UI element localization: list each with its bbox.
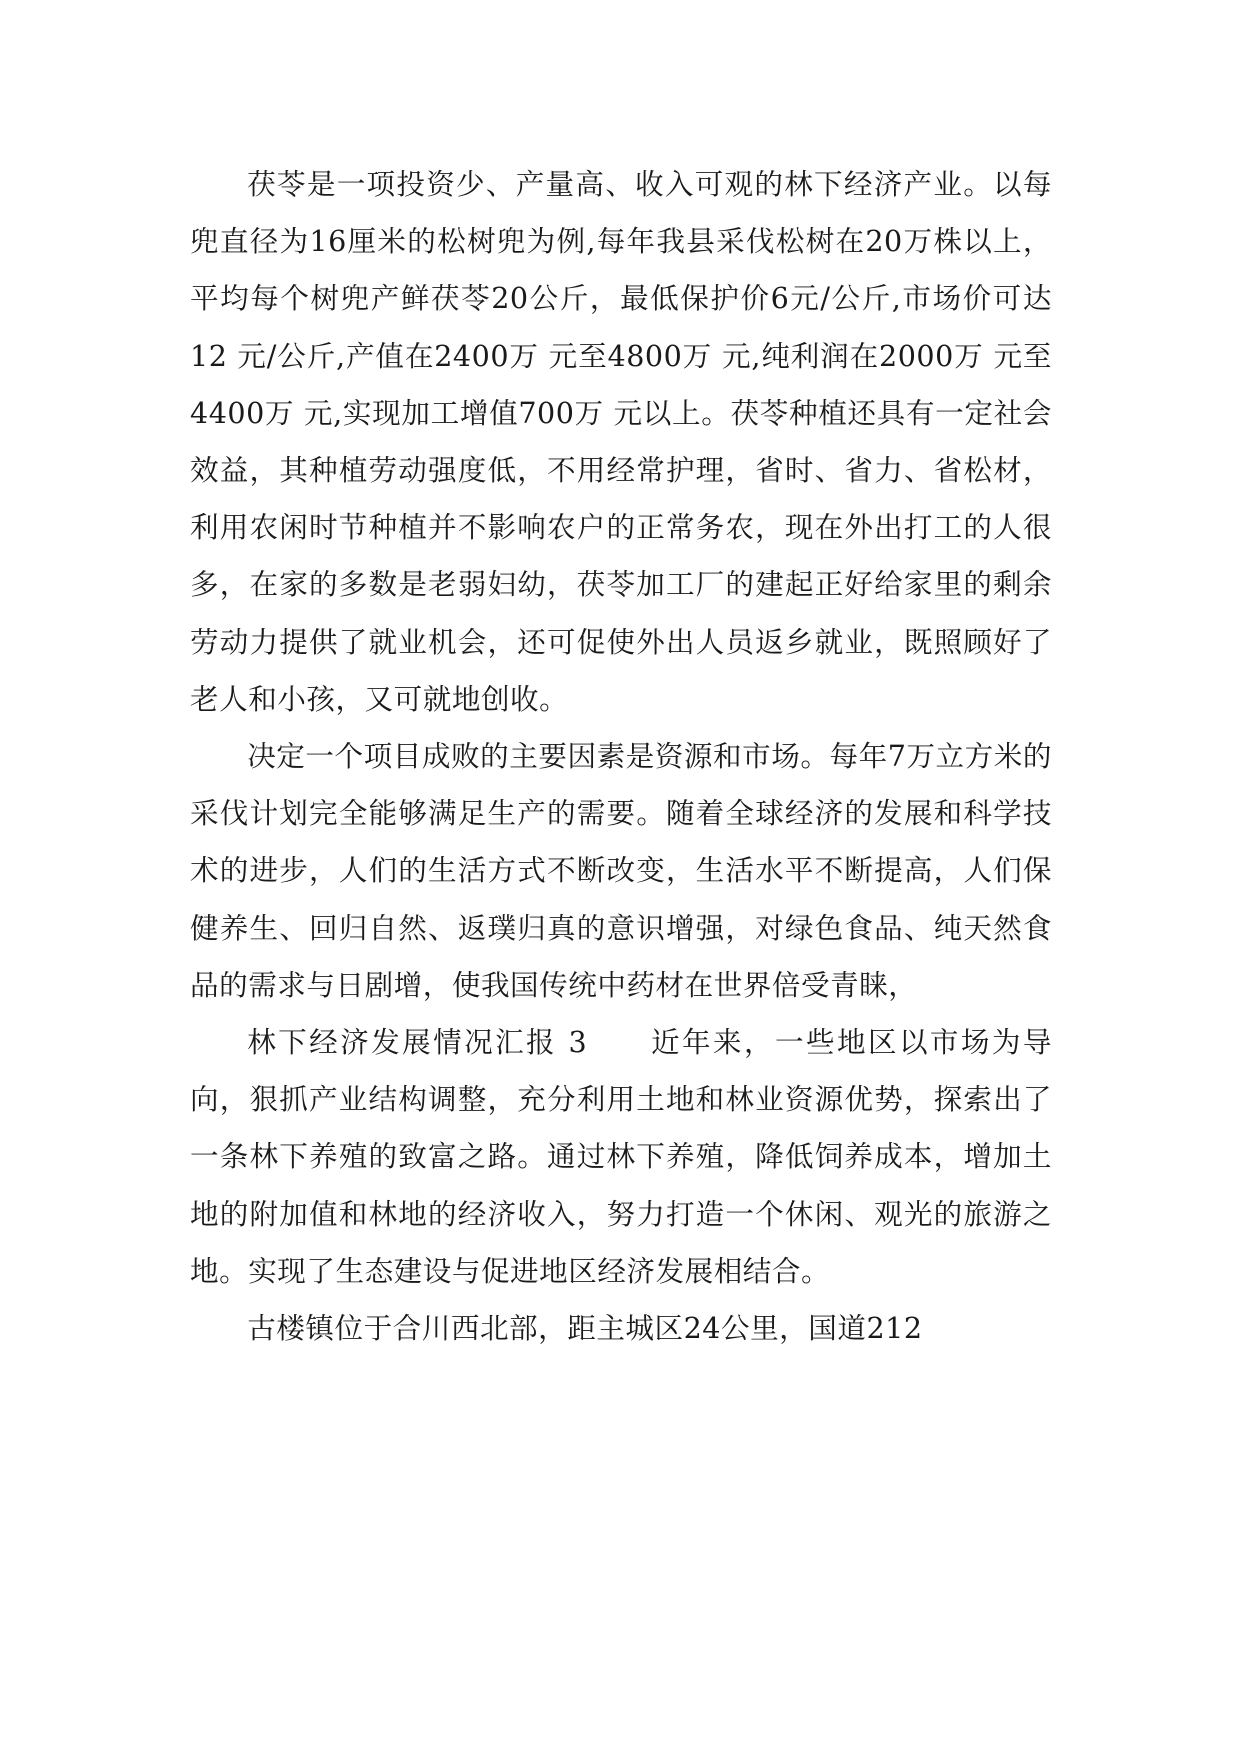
paragraph-report-understory-farming: 林下经济发展情况汇报 3 近年来，一些地区以市场为导向，狠抓产业结构调整，充分利用土地和林业资源优势，探索出了一条林下养殖的致富之路。通过林下养殖，降低饲养成本，增加土地的附加值和林地的经济收入，努力打造一个休闲、观光的旅游之地。实现了生态建设与促进地区经济发展相结合。 xyxy=(190,1025,1052,1288)
paragraph-resources-market: 决定一个项目成败的主要因素是资源和市场。每年7万立方米的采伐计划完全能够满足生产的需要。随着全球经济的发展和科学技术的进步，人们的生活方式不断改变，生活水平不断提高，人们保健养生、回归自然、返璞归真的意识增强，对绿色食品、纯天然食品的需求与日剧增，使我国传统中药材在世界倍受青睐， xyxy=(190,739,1052,1002)
paragraph-poria-economics: 茯苓是一项投资少、产量高、收入可观的林下经济产业。以每兜直径为16厘米的松树兜为例,每年我县采伐松树在20万株以上，平均每个树兜产鲜茯苓20公斤，最低保护价6元/公斤,市场价可达12 元/公斤,产值在2400万 元至4800万 元,纯利润在2000万 元至4400万 元,实现加工增值700万 元以上。茯苓种植还具有一定社会效益，其种植劳动强度低，不用经常护理，省时、省力、省松材，利用农闲时节种植并不影响农户的正常务农，现在外出打工的人很多，在家的多数是老弱妇幼，茯苓加工厂的建起正好给家里的剩余劳动力提供了就业机会，还可促使外出人员返乡就业，既照顾好了老人和小孩，又可就地创收。 xyxy=(190,167,1052,716)
paragraph-gulou-town: 古楼镇位于合川西北部，距主城区24公里，国道212 xyxy=(247,1311,923,1346)
document-body xyxy=(190,156,1052,1357)
